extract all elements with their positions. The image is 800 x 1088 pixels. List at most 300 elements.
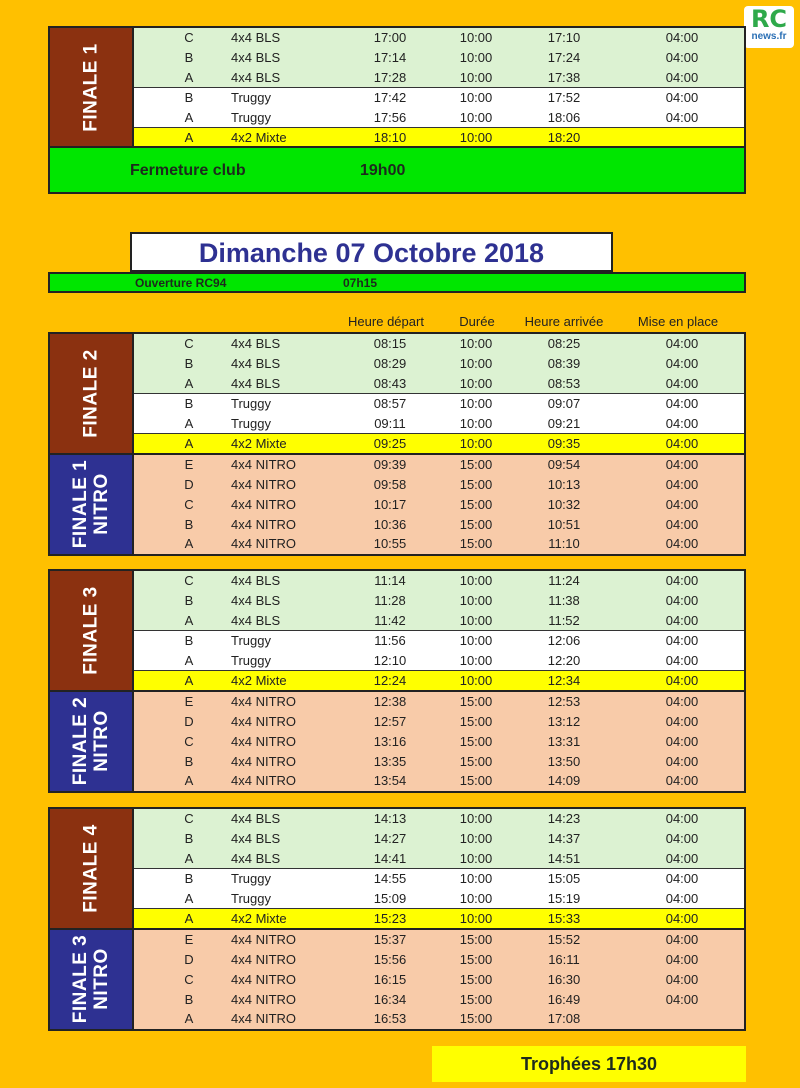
category-cell: 4x4 BLS	[231, 831, 281, 847]
arrivee-cell: 09:35	[547, 435, 581, 451]
table-row	[134, 433, 744, 453]
class-cell: C	[184, 573, 194, 589]
depart-cell: 08:57	[373, 396, 407, 412]
arrivee-cell: 17:38	[547, 69, 581, 85]
class-cell: A	[184, 435, 194, 451]
mise-cell: 04:00	[665, 733, 699, 749]
duree-cell: 15:00	[459, 773, 493, 789]
class-cell: C	[184, 30, 194, 46]
mise-cell: 04:00	[665, 713, 699, 729]
class-cell: A	[184, 415, 194, 431]
group-label-bar	[50, 930, 132, 1029]
category-cell: 4x4 BLS	[231, 612, 281, 628]
mise-cell: 04:00	[665, 633, 699, 649]
group-label-bar	[50, 28, 132, 147]
mise-cell: 04:00	[665, 496, 699, 512]
mise-cell: 04:00	[665, 971, 699, 987]
depart-cell: 12:10	[373, 652, 407, 668]
class-cell: A	[184, 109, 194, 125]
class-cell: A	[184, 69, 194, 85]
depart-cell: 11:14	[374, 573, 406, 589]
duree-cell: 10:00	[459, 435, 493, 451]
table-row	[134, 354, 744, 374]
table-row	[134, 731, 744, 751]
category-cell: 4x4 BLS	[231, 30, 281, 46]
mise-cell: 04:00	[665, 356, 699, 372]
mise-cell: 04:00	[665, 30, 699, 46]
class-cell: B	[184, 516, 194, 532]
arrivee-cell: 11:52	[548, 612, 580, 628]
arrivee-cell: 16:49	[547, 991, 581, 1007]
mise-cell: 04:00	[665, 50, 699, 66]
class-cell: C	[184, 336, 194, 352]
category-cell: 4x4 NITRO	[231, 713, 297, 729]
category-cell: Truggy	[231, 633, 271, 649]
depart-cell: 11:28	[374, 593, 406, 609]
race-group	[50, 690, 744, 791]
duree-cell: 10:00	[459, 375, 493, 391]
arrivee-cell: 13:31	[547, 733, 581, 749]
arrivee-cell: 12:06	[547, 633, 581, 649]
mise-cell: 04:00	[665, 951, 699, 967]
arrivee-cell: 10:13	[547, 476, 581, 492]
table-row	[134, 127, 744, 147]
table-row	[134, 969, 744, 989]
arrivee-cell: 15:33	[547, 910, 581, 926]
arrivee-cell: 18:20	[547, 129, 581, 145]
duree-cell: 10:00	[459, 910, 493, 926]
class-cell: B	[184, 90, 194, 106]
arrivee-cell: 17:10	[547, 30, 581, 46]
saturday-finale-1-table	[48, 26, 746, 149]
category-cell: 4x4 NITRO	[231, 516, 297, 532]
logo-text: RC	[750, 5, 788, 33]
table-row	[134, 868, 744, 888]
header-arrivee: Heure arrivée	[524, 314, 604, 329]
table-row	[134, 393, 744, 413]
mise-cell: 04:00	[665, 890, 699, 906]
class-cell: A	[184, 672, 194, 688]
class-cell: C	[184, 733, 194, 749]
category-cell: 4x4 BLS	[231, 375, 281, 391]
mise-cell: 04:00	[665, 90, 699, 106]
arrivee-cell: 14:09	[547, 773, 581, 789]
depart-cell: 16:15	[373, 971, 407, 987]
class-cell: B	[184, 991, 194, 1007]
duree-cell: 10:00	[459, 811, 493, 827]
category-cell: 4x4 BLS	[231, 811, 281, 827]
depart-cell: 14:13	[373, 811, 407, 827]
mise-cell: 04:00	[665, 652, 699, 668]
class-cell: B	[184, 396, 194, 412]
category-cell: Truggy	[231, 109, 271, 125]
arrivee-cell: 11:24	[548, 573, 580, 589]
table-row	[134, 829, 744, 849]
duree-cell: 10:00	[459, 871, 493, 887]
mise-cell: 04:00	[665, 773, 699, 789]
category-cell: 4x4 NITRO	[231, 733, 297, 749]
arrivee-cell: 17:24	[547, 50, 581, 66]
category-cell: 4x4 NITRO	[231, 971, 297, 987]
category-cell: 4x4 NITRO	[231, 476, 297, 492]
table-row	[134, 87, 744, 107]
group-label: FINALE 3	[80, 586, 102, 675]
table-row	[134, 908, 744, 928]
class-cell: E	[184, 694, 194, 710]
class-cell: B	[184, 831, 194, 847]
duree-cell: 15:00	[459, 476, 493, 492]
category-cell: 4x4 BLS	[231, 593, 281, 609]
depart-cell: 14:27	[373, 831, 407, 847]
mise-cell: 04:00	[665, 457, 699, 473]
depart-cell: 17:56	[373, 109, 407, 125]
arrivee-cell: 09:21	[547, 415, 581, 431]
category-cell: 4x4 NITRO	[231, 932, 297, 948]
depart-cell: 15:37	[373, 932, 407, 948]
depart-cell: 13:54	[373, 773, 407, 789]
mise-cell: 04:00	[665, 932, 699, 948]
category-cell: 4x2 Mixte	[231, 910, 287, 926]
category-cell: 4x4 BLS	[231, 50, 281, 66]
depart-cell: 09:39	[373, 457, 407, 473]
arrivee-cell: 10:32	[547, 496, 581, 512]
category-cell: 4x4 BLS	[231, 356, 281, 372]
mise-cell: 04:00	[665, 672, 699, 688]
class-cell: C	[184, 811, 194, 827]
race-group	[50, 809, 744, 928]
depart-cell: 18:10	[373, 129, 407, 145]
duree-cell: 10:00	[459, 672, 493, 688]
category-cell: 4x2 Mixte	[231, 129, 287, 145]
mise-cell: 04:00	[665, 573, 699, 589]
category-cell: 4x4 NITRO	[231, 991, 297, 1007]
depart-cell: 15:09	[373, 890, 407, 906]
class-cell: A	[184, 652, 194, 668]
arrivee-cell: 13:12	[547, 713, 581, 729]
table-row	[134, 809, 744, 829]
depart-cell: 11:56	[374, 633, 406, 649]
category-cell: 4x2 Mixte	[231, 672, 287, 688]
depart-cell: 09:25	[373, 435, 407, 451]
duree-cell: 10:00	[459, 90, 493, 106]
sunday-block-2	[48, 569, 746, 793]
table-row	[134, 771, 744, 791]
arrivee-cell: 15:52	[547, 932, 581, 948]
table-row	[134, 475, 744, 495]
duree-cell: 10:00	[459, 831, 493, 847]
class-cell: B	[184, 50, 194, 66]
depart-cell: 17:42	[373, 90, 407, 106]
class-cell: D	[184, 951, 194, 967]
duree-cell: 10:00	[459, 633, 493, 649]
depart-cell: 10:36	[373, 516, 407, 532]
mise-cell: 04:00	[665, 396, 699, 412]
duree-cell: 15:00	[459, 694, 493, 710]
depart-cell: 15:56	[373, 951, 407, 967]
mise-cell: 04:00	[665, 593, 699, 609]
depart-cell: 09:11	[374, 415, 406, 431]
mise-cell: 04:00	[665, 753, 699, 769]
sunday-block-1	[48, 332, 746, 556]
table-row	[134, 712, 744, 732]
class-cell: E	[184, 932, 194, 948]
duree-cell: 15:00	[459, 457, 493, 473]
race-group	[50, 334, 744, 453]
group-label-bar	[50, 455, 132, 554]
table-row	[134, 611, 744, 631]
arrivee-cell: 09:54	[547, 457, 581, 473]
mise-cell: 04:00	[665, 811, 699, 827]
class-cell: A	[184, 850, 194, 866]
class-cell: A	[184, 129, 194, 145]
group-label: FINALE 2 NITRO	[70, 697, 113, 786]
depart-cell: 12:57	[373, 713, 407, 729]
category-cell: 4x4 NITRO	[231, 496, 297, 512]
depart-cell: 15:23	[373, 910, 407, 926]
depart-cell: 16:34	[373, 991, 407, 1007]
category-cell: Truggy	[231, 90, 271, 106]
table-row	[134, 849, 744, 869]
table-row	[134, 48, 744, 68]
opening-time: 07h15	[343, 276, 378, 290]
closing-time: 19h00	[360, 162, 406, 179]
mise-cell: 04:00	[665, 612, 699, 628]
class-cell: C	[184, 971, 194, 987]
arrivee-cell: 10:51	[547, 516, 581, 532]
header-mise: Mise en place	[637, 314, 719, 329]
table-row	[134, 374, 744, 394]
category-cell: 4x4 NITRO	[231, 1011, 297, 1027]
opening-label: Ouverture RC94	[135, 276, 227, 290]
depart-cell: 14:41	[373, 850, 407, 866]
group-label: FINALE 1	[80, 43, 102, 132]
table-row	[134, 534, 744, 554]
duree-cell: 10:00	[459, 652, 493, 668]
table-row	[134, 888, 744, 908]
table-row	[134, 68, 744, 88]
header-depart: Heure départ	[348, 314, 424, 329]
class-cell: A	[184, 536, 194, 552]
class-cell: B	[184, 593, 194, 609]
duree-cell: 15:00	[459, 496, 493, 512]
column-headers	[48, 314, 746, 332]
opening-banner	[48, 272, 746, 293]
table-row	[134, 591, 744, 611]
category-cell: 4x4 NITRO	[231, 951, 297, 967]
group-label-bar	[50, 809, 132, 928]
depart-cell: 12:38	[373, 694, 407, 710]
table-row	[134, 494, 744, 514]
arrivee-cell: 08:25	[547, 336, 581, 352]
table-row	[134, 692, 744, 712]
table-row	[134, 1009, 744, 1029]
arrivee-cell: 08:39	[547, 356, 581, 372]
category-cell: 4x4 NITRO	[231, 753, 297, 769]
table-row	[134, 571, 744, 591]
category-cell: 4x4 NITRO	[231, 694, 297, 710]
mise-cell: 04:00	[665, 476, 699, 492]
sunday-title: Dimanche 07 Octobre 2018	[130, 232, 613, 272]
group-label: FINALE 2	[80, 349, 102, 438]
table-row	[134, 514, 744, 534]
table-row	[134, 650, 744, 670]
race-group	[50, 453, 744, 554]
table-row	[134, 989, 744, 1009]
duree-cell: 10:00	[459, 593, 493, 609]
group-label-bar	[50, 692, 132, 791]
mise-cell: 04:00	[665, 435, 699, 451]
class-cell: A	[184, 1011, 194, 1027]
table-row	[134, 413, 744, 433]
table-row	[134, 334, 744, 354]
class-cell: D	[184, 476, 194, 492]
header-duree: Durée	[459, 314, 495, 329]
duree-cell: 15:00	[459, 516, 493, 532]
group-label-bar	[50, 571, 132, 690]
class-cell: B	[184, 356, 194, 372]
class-cell: C	[184, 496, 194, 512]
arrivee-cell: 12:34	[547, 672, 581, 688]
logo-subtext: news.fr	[751, 31, 787, 42]
class-cell: A	[184, 890, 194, 906]
arrivee-cell: 15:19	[547, 890, 581, 906]
duree-cell: 10:00	[459, 573, 493, 589]
duree-cell: 10:00	[459, 336, 493, 352]
mise-cell: 04:00	[665, 415, 699, 431]
depart-cell: 14:55	[373, 871, 407, 887]
category-cell: Truggy	[231, 890, 271, 906]
table-row	[134, 751, 744, 771]
depart-cell: 08:43	[373, 375, 407, 391]
duree-cell: 10:00	[459, 109, 493, 125]
category-cell: 4x4 BLS	[231, 850, 281, 866]
duree-cell: 15:00	[459, 713, 493, 729]
mise-cell: 04:00	[665, 516, 699, 532]
table-row	[134, 28, 744, 48]
duree-cell: 10:00	[459, 850, 493, 866]
table-row	[134, 670, 744, 690]
duree-cell: 15:00	[459, 951, 493, 967]
duree-cell: 15:00	[459, 971, 493, 987]
arrivee-cell: 17:52	[547, 90, 581, 106]
depart-cell: 10:55	[373, 536, 407, 552]
mise-cell: 04:00	[665, 536, 699, 552]
group-label: FINALE 3 NITRO	[70, 935, 113, 1024]
sunday-block-3	[48, 807, 746, 1031]
arrivee-cell: 18:06	[547, 109, 581, 125]
category-cell: 4x4 NITRO	[231, 536, 297, 552]
mise-cell: 04:00	[665, 850, 699, 866]
category-cell: Truggy	[231, 415, 271, 431]
class-cell: B	[184, 633, 194, 649]
race-group	[50, 28, 744, 147]
depart-cell: 17:28	[373, 69, 407, 85]
arrivee-cell: 17:08	[547, 1011, 581, 1027]
duree-cell: 10:00	[459, 50, 493, 66]
duree-cell: 15:00	[459, 991, 493, 1007]
arrivee-cell: 16:11	[548, 951, 580, 967]
race-group	[50, 571, 744, 690]
depart-cell: 08:15	[373, 336, 407, 352]
group-label: FINALE 1 NITRO	[70, 460, 113, 549]
category-cell: 4x4 NITRO	[231, 773, 297, 789]
arrivee-cell: 12:20	[547, 652, 581, 668]
category-cell: Truggy	[231, 652, 271, 668]
arrivee-cell: 13:50	[547, 753, 581, 769]
group-label-bar	[50, 334, 132, 453]
arrivee-cell: 16:30	[547, 971, 581, 987]
duree-cell: 15:00	[459, 753, 493, 769]
duree-cell: 10:00	[459, 612, 493, 628]
duree-cell: 10:00	[459, 30, 493, 46]
table-row	[134, 950, 744, 970]
category-cell: 4x4 BLS	[231, 573, 281, 589]
depart-cell: 09:58	[373, 476, 407, 492]
depart-cell: 11:42	[374, 612, 406, 628]
class-cell: A	[184, 910, 194, 926]
arrivee-cell: 11:38	[548, 593, 580, 609]
mise-cell: 04:00	[665, 910, 699, 926]
depart-cell: 16:53	[373, 1011, 407, 1027]
mise-cell: 04:00	[665, 69, 699, 85]
depart-cell: 13:35	[373, 753, 407, 769]
mise-cell: 04:00	[665, 336, 699, 352]
category-cell: 4x4 BLS	[231, 69, 281, 85]
depart-cell: 13:16	[373, 733, 407, 749]
arrivee-cell: 14:37	[547, 831, 581, 847]
mise-cell: 04:00	[665, 871, 699, 887]
class-cell: B	[184, 871, 194, 887]
duree-cell: 10:00	[459, 356, 493, 372]
duree-cell: 10:00	[459, 396, 493, 412]
closing-label: Fermeture club	[130, 162, 246, 179]
trophy-banner: Trophées 17h30	[432, 1046, 746, 1082]
class-cell: E	[184, 457, 194, 473]
mise-cell: 04:00	[665, 694, 699, 710]
class-cell: B	[184, 753, 194, 769]
race-group	[50, 928, 744, 1029]
duree-cell: 10:00	[459, 415, 493, 431]
closing-banner	[48, 146, 746, 194]
group-label: FINALE 4	[80, 824, 102, 913]
duree-cell: 15:00	[459, 733, 493, 749]
class-cell: A	[184, 773, 194, 789]
category-cell: 4x4 BLS	[231, 336, 281, 352]
depart-cell: 17:14	[373, 50, 407, 66]
table-row	[134, 930, 744, 950]
arrivee-cell: 15:05	[547, 871, 581, 887]
class-cell: D	[184, 713, 194, 729]
table-row	[134, 107, 744, 127]
category-cell: Truggy	[231, 396, 271, 412]
class-cell: A	[184, 375, 194, 391]
category-cell: 4x4 NITRO	[231, 457, 297, 473]
depart-cell: 10:17	[373, 496, 407, 512]
mise-cell: 04:00	[665, 109, 699, 125]
duree-cell: 10:00	[459, 129, 493, 145]
arrivee-cell: 08:53	[547, 375, 581, 391]
duree-cell: 15:00	[459, 536, 493, 552]
class-cell: A	[184, 612, 194, 628]
arrivee-cell: 12:53	[547, 694, 581, 710]
table-row	[134, 630, 744, 650]
table-row	[134, 455, 744, 475]
arrivee-cell: 09:07	[547, 396, 581, 412]
duree-cell: 10:00	[459, 69, 493, 85]
rcnews-logo	[744, 6, 794, 48]
duree-cell: 15:00	[459, 932, 493, 948]
arrivee-cell: 14:51	[547, 850, 581, 866]
